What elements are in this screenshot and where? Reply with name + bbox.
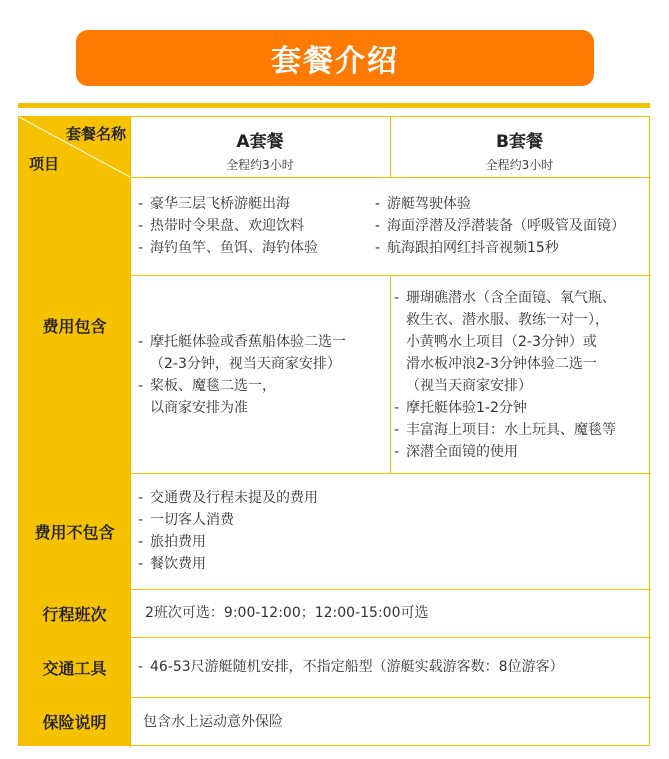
transport-label-text: 交通工具 [42,658,107,678]
package-table [18,116,650,746]
list-item: - 交通费及行程未提及的费用 [138,487,638,509]
schedule-text: 2班次可选：9:00-12:00；12:00-15:00可选 [145,605,429,621]
list-item: 滑水板冲浪2-3分钟体验二选一 [406,356,597,372]
insurance-label-text: 保险说明 [42,712,107,732]
included-common-right [375,193,649,259]
list-item: - 旅拍费用 [138,531,638,553]
included-common-left [138,193,378,259]
list-item: - 海面浮潜及浮潜装备（呼吸管及面镜） [375,215,649,237]
schedule-label [19,589,130,637]
included-label [19,177,130,473]
corner-cell [19,117,130,177]
insurance-text: 包含水上运动意外保险 [143,714,283,730]
page-title: 套餐介绍 [271,44,399,79]
package-a-name: A套餐 [236,132,284,152]
excluded-label [19,473,130,589]
grid-line [130,275,651,276]
grid-line [19,589,651,590]
excluded-label-text: 费用不包含 [34,522,115,542]
list-item: - 丰富海上项目：水上玩具、魔毯等 [394,419,649,441]
list-item: - 46-53尺游艇随机安排，不指定船型（游艇实载游客数：8位游客） [138,656,648,678]
excluded-list [138,487,638,575]
insurance-label [19,697,130,745]
included-package-a [138,331,390,419]
list-item: - 游艇驾驶体验 [375,193,649,215]
list-item: （视当天商家安排） [406,378,532,394]
corner-header-package: 套餐名称 [65,125,126,143]
list-item: 以商家安排为准 [150,400,248,416]
list-item: - 摩托艇体验1-2分钟 [394,397,649,419]
package-b-name: B套餐 [496,132,543,152]
package-b-header [390,117,649,177]
list-item: - 海钓鱼竿、鱼饵、海钓体验 [138,237,378,259]
list-item: - 豪华三层飞桥游艇出海 [138,193,378,215]
grid-line [390,275,391,473]
corner-header-item: 项目 [29,155,60,173]
list-item: - 深潜全面镜的使用 [394,441,649,463]
divider [18,103,650,108]
grid-line [19,697,651,698]
list-item: - 桨板、魔毯二选一， [138,375,390,397]
included-package-b [394,287,649,463]
list-item: - 航海跟拍网红抖音视频15秒 [375,237,649,259]
list-item: - 珊瑚礁潜水（含全面镜、氧气瓶、 [394,287,649,309]
package-a-duration: 全程约3小时 [226,158,294,172]
schedule-label-text: 行程班次 [42,604,107,624]
transport-text [138,656,648,678]
package-a-header [130,117,390,177]
list-item: - 摩托艇体验或香蕉船体验二选一 [138,331,390,353]
package-b-duration: 全程约3小时 [485,158,554,172]
list-item: - 餐饮费用 [138,553,638,575]
list-item: - 热带时令果盘、欢迎饮料 [138,215,378,237]
grid-line [130,117,131,747]
transport-label [19,637,130,697]
list-item: 小黄鸭水上项目（2-3分钟）或 [406,334,597,350]
grid-line [19,177,651,178]
list-item: - 一切客人消费 [138,509,638,531]
included-label-text: 费用包含 [42,316,107,336]
title-banner [76,30,594,86]
grid-line [390,117,391,177]
grid-line [19,473,651,474]
list-item: （2-3分钟，视当天商家安排） [150,356,341,372]
list-item: 救生衣、潜水服、教练一对一）， [406,312,609,328]
grid-line [19,637,651,638]
